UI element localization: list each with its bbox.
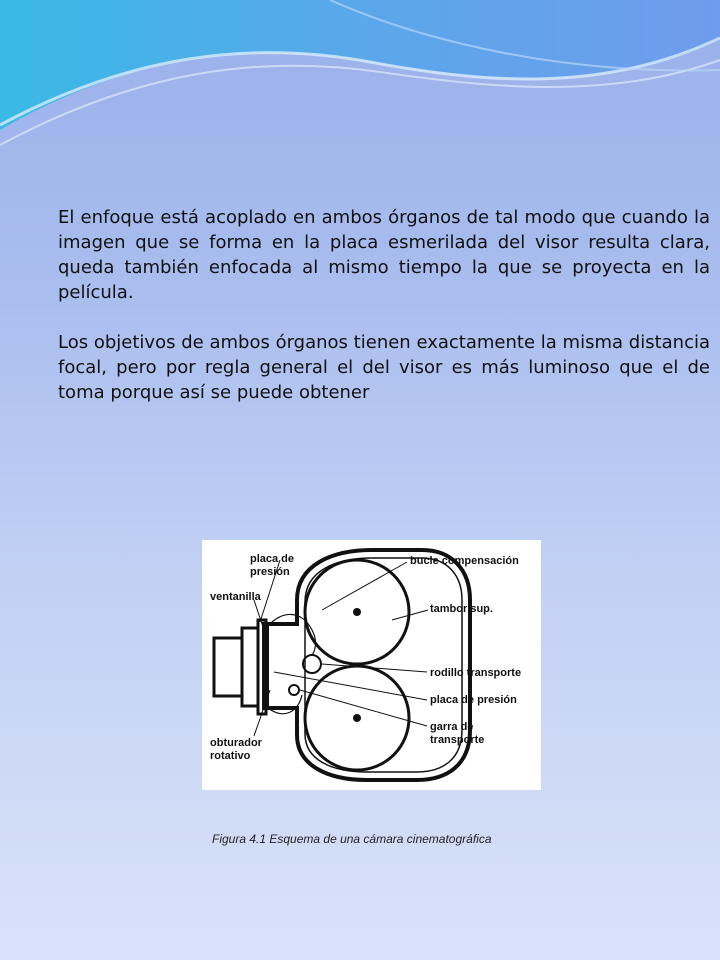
label-placa-de: placa de [250, 553, 295, 565]
label-obturador: obturador [210, 737, 262, 749]
camera-diagram-drawing [202, 540, 541, 790]
decorative-wave-header [0, 0, 720, 180]
label-tambor: tambor sup. [430, 603, 493, 615]
label-placa-presion: placa de presión [430, 694, 517, 706]
body-text [58, 205, 710, 430]
figure-caption: Figura 4.1 Esquema de una cámara cinematográfica [212, 832, 492, 846]
paragraph-2: Los objetivos de ambos órganos tienen exactamente la misma distancia focal, pero por regla general el del visor es más luminoso que el de toma porque así se puede obtener [58, 332, 710, 403]
camera-diagram [202, 540, 541, 790]
label-presion: presión [250, 566, 290, 578]
label-bucle: bucle compensación [410, 555, 519, 567]
label-garra-de: garra de [430, 721, 474, 733]
label-rotativo: rotativo [210, 750, 251, 762]
paragraph-1: El enfoque está acoplado en ambos órganos de tal modo que cuando la imagen que se forma en la placa esmerilada del visor resulta clara, queda también enfocada al mismo tiempo la que se proyecta en la película. [58, 207, 710, 303]
label-rodillo: rodillo transporte [430, 667, 522, 679]
label-transporte: transporte [430, 734, 485, 746]
label-ventanilla: ventanilla [210, 591, 261, 603]
